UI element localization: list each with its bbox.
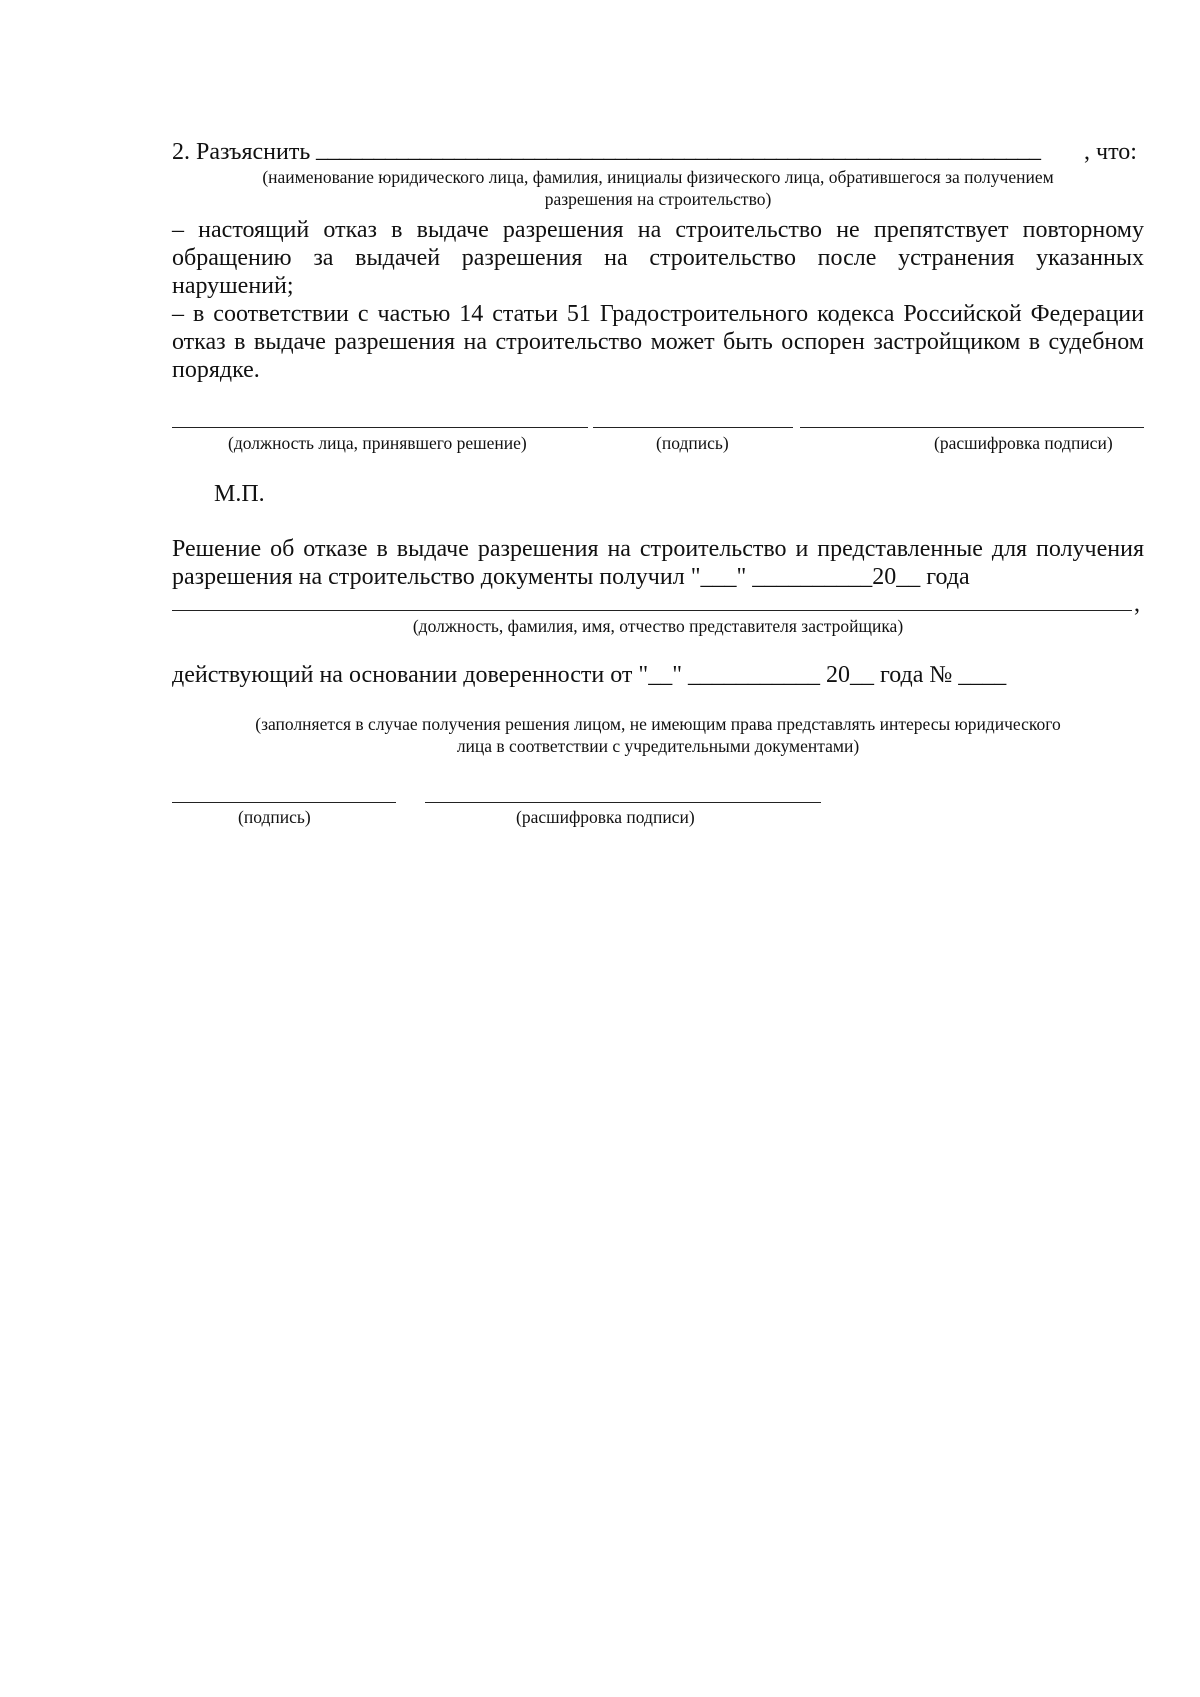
- proxy-note-line1: (заполняется в случае получения решения лицом, не имеющим права представлять интересы юридического: [255, 714, 1061, 734]
- proxy-line[interactable]: действующий на основании доверенности от "__" ___________ 20__ года № ____: [172, 662, 1007, 688]
- item2-line1: – в соответствии с частью 14 статьи 51 Градостроительного кодекса Российской Федерации: [172, 301, 1144, 327]
- proxy-note-line2: лица в соответствии с учредительными документами): [456, 736, 860, 756]
- position-caption: (должность лица, принявшего решение): [228, 433, 527, 453]
- representative-caption: (должность, фамилия, имя, отчество представителя застройщика): [412, 616, 904, 636]
- decoding-signature-line[interactable]: [800, 427, 1144, 428]
- item1-line2: обращению за выдачей разрешения на строительство после устранения указанных: [172, 245, 1144, 271]
- representative-line[interactable]: [172, 610, 1132, 611]
- receipt-line1: Решение об отказе в выдаче разрешения на строительство и представленные для получения: [172, 536, 1144, 562]
- item2-line2: отказ в выдаче разрешения на строительство может быть оспорен застройщиком в судебном: [172, 329, 1144, 355]
- section2-note-line1: (наименование юридического лица, фамилия, инициалы физического лица, обратившегося за получением: [262, 167, 1054, 187]
- representative-line-comma: ,: [1134, 591, 1140, 617]
- final-signature-line[interactable]: [172, 802, 396, 803]
- final-signature-caption: (подпись): [238, 807, 311, 827]
- signature-caption: (подпись): [656, 433, 729, 453]
- decoding-caption: (расшифровка подписи): [934, 433, 1113, 453]
- section2-applicant-blank[interactable]: _______________________________________________________________: [316, 137, 1041, 163]
- signature-line[interactable]: [593, 427, 793, 428]
- item2-line3: порядке.: [172, 357, 260, 383]
- item1-line3: нарушений;: [172, 273, 294, 299]
- item1-line1: – настоящий отказ в выдаче разрешения на строительство не препятствует повторному: [172, 217, 1144, 243]
- receipt-line2[interactable]: разрешения на строительство документы получил "___" __________20__ года: [172, 564, 970, 590]
- final-decoding-line[interactable]: [425, 802, 821, 803]
- section2-note-line2: разрешения на строительство): [544, 189, 772, 209]
- position-signature-line[interactable]: [172, 427, 588, 428]
- seal-mark: М.П.: [214, 481, 265, 507]
- section2-suffix: , что:: [1084, 139, 1137, 165]
- section2-label: 2. Разъяснить: [172, 139, 311, 165]
- final-decoding-caption: (расшифровка подписи): [516, 807, 695, 827]
